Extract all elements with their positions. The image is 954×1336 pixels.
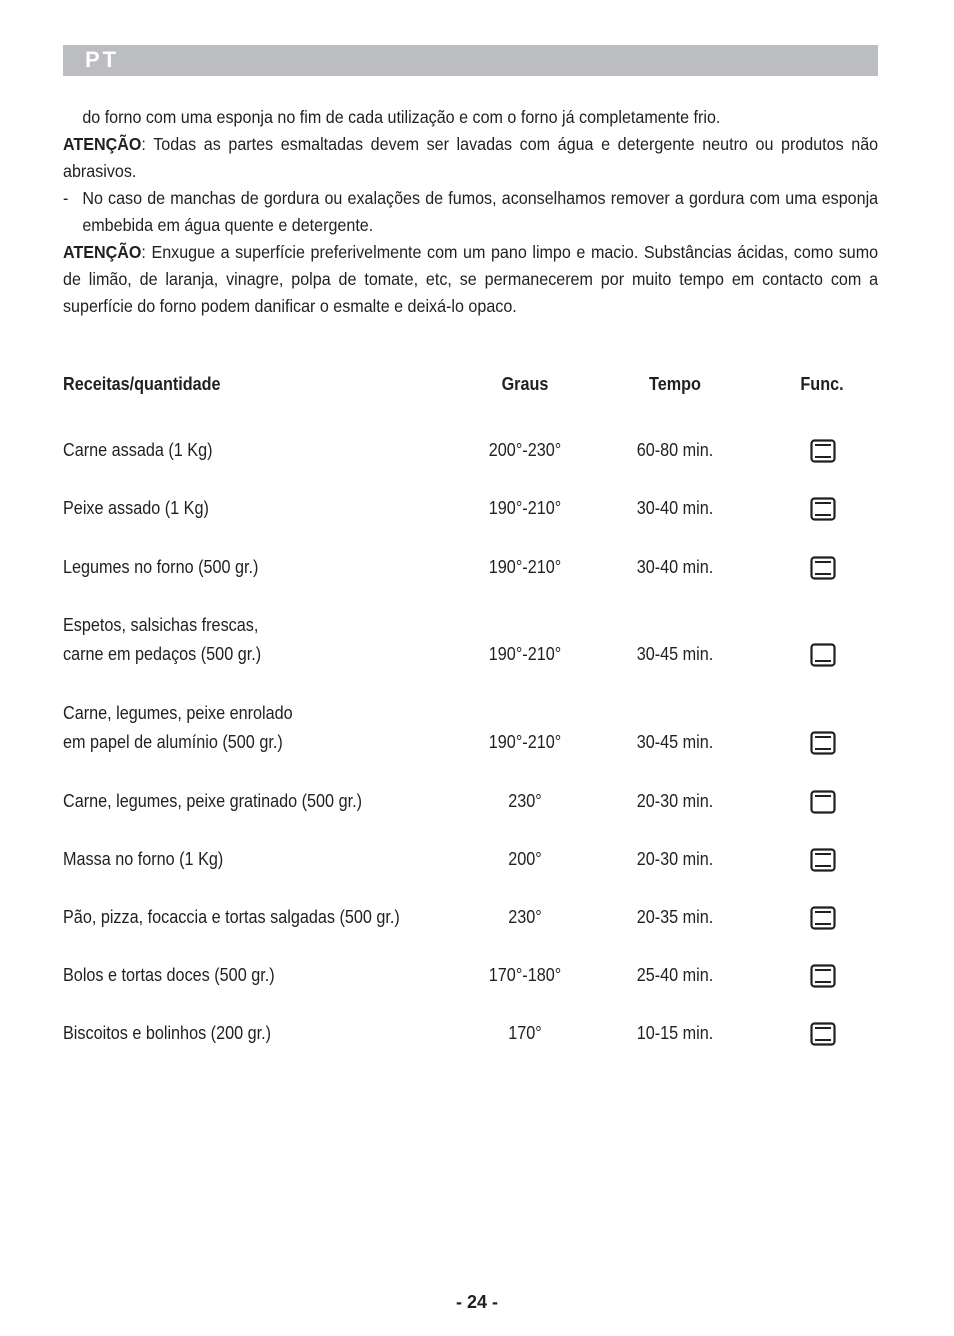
top-bottom-heat-icon (810, 848, 836, 877)
top-bottom-heat-icon (810, 906, 836, 935)
recipe-cell (63, 787, 362, 816)
recipe-cell (63, 845, 223, 874)
recipe-name-line2: em papel de alumínio (500 gr.) (63, 732, 283, 752)
language-code: PT (85, 47, 120, 72)
header-recipes: Receitas/quantidade (63, 374, 221, 394)
top-bottom-heat-icon (810, 497, 836, 526)
recipe-cell (63, 436, 212, 465)
recipe-name: Massa no forno (1 Kg) (63, 849, 224, 869)
recipe-cell (63, 961, 275, 990)
recipe-name-line2: carne em pedaços (500 gr.) (63, 644, 262, 664)
recipe-cell (63, 611, 261, 669)
recipe-cell (63, 1019, 271, 1048)
recipe-name: Espetos, salsichas frescas, (63, 615, 259, 635)
page-number: - 24 - (455, 1292, 498, 1312)
recipe-name: Pão, pizza, focaccia e tortas salgadas (500 gr.) (63, 907, 400, 927)
warning-label: ATENÇÃO (63, 134, 142, 154)
language-header-bar (63, 45, 878, 76)
bottom-heat-icon (810, 643, 836, 672)
recipe-name: Peixe assado (1 Kg) (63, 498, 209, 518)
cleaning-instructions (63, 104, 878, 320)
warning-paragraph-1 (63, 131, 878, 185)
recipe-name: Bolos e tortas doces (500 gr.) (63, 965, 275, 985)
recipe-name: Carne, legumes, peixe enrolado (63, 703, 293, 723)
recipe-cell (63, 494, 209, 523)
bullet-text: No caso de manchas de gordura ou exalações de fumos, aconselhamos remover a gordura com uma esponja embebida em água quente e detergente. (82, 188, 879, 235)
top-bottom-heat-icon (810, 1022, 836, 1051)
recipe-cell (63, 903, 400, 932)
bullet-dash: - (63, 188, 69, 208)
warning-label: ATENÇÃO (63, 242, 142, 262)
continued-paragraph: do forno com uma esponja no fim de cada utilização e com o forno já completamente frio. (82, 107, 721, 127)
recipe-cell (63, 553, 258, 582)
recipe-name: Biscoitos e bolinhos (200 gr.) (63, 1023, 272, 1043)
bullet-item (63, 185, 878, 239)
recipe-name: Legumes no forno (500 gr.) (63, 557, 259, 577)
top-heat-icon (810, 790, 836, 819)
recipe-name: Carne assada (1 Kg) (63, 440, 213, 460)
warning-paragraph-2 (63, 239, 878, 320)
recipe-cell (63, 699, 293, 757)
warning-text: : Todas as partes esmaltadas devem ser lavadas com água e detergente neutro ou produtos não abrasivos. (63, 134, 879, 181)
top-bottom-heat-icon (810, 556, 836, 585)
top-bottom-heat-icon (810, 439, 836, 468)
recipe-name: Carne, legumes, peixe gratinado (500 gr.) (63, 791, 362, 811)
top-bottom-heat-icon (810, 731, 836, 760)
warning-text: : Enxugue a superfície preferivelmente com um pano limpo e macio. Substâncias ácidas, como sumo de limão, de laranja, vinagre, polpa de tomate, etc, se permanecerem por muito tempo em contacto com a superfície do forno podem danificar o esmalte e deixá-lo opaco. (63, 242, 879, 316)
top-bottom-heat-icon (810, 964, 836, 993)
